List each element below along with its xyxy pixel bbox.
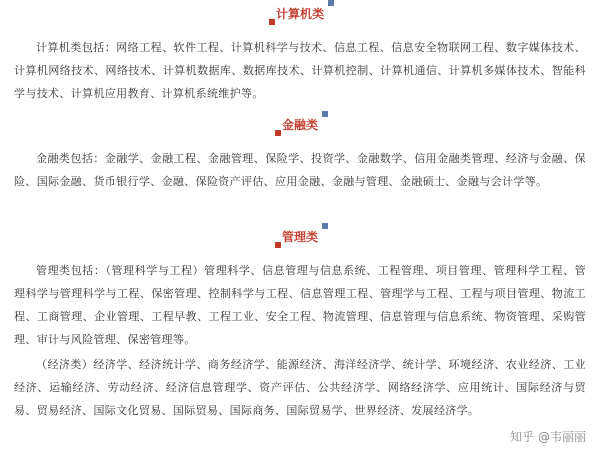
- section-title-finance: [0, 117, 600, 133]
- section-title-computer: [0, 6, 600, 22]
- section-paragraph: （经济类）经济学、经济统计学、商务经济学、能源经济、海洋经济学、统计学、环境经济、农业经济、工业经济、运输经济、劳动经济、经济信息管理学、资产评估、公共经济学、网络经济学、应用统计、国际经济与贸易、贸易经济、国际文化贸易、国际贸易、国际商务、国际贸易学、世界经济、发展经济学。: [14, 358, 586, 417]
- title-red-bar: [275, 130, 281, 136]
- section-paragraph: 管理类包括：（管理科学与工程）管理科学、信息管理与信息系统、工程管理、项目管理、管理科学工程、管理科学与管理科学与工程、保密管理、控制科学与工程、信息管理工程、管理学与工程、工程与项目管理、物流工程、工商管理、企业管理、工程早教、工程工业、安全工程、物流管理、信息管理与信息系统、物资管理、采购管理、审计与风险管理、保密管理等。: [14, 264, 586, 346]
- section-paragraph: 金融类包括：金融学、金融工程、金融管理、保险学、投资学、金融数学、信用金融类管理、经济与金融、保险、国际金融、货币银行学、金融、保险资产评估、应用金融、金融与管理、金融硕士、金融与会计学等。: [14, 152, 586, 188]
- section-title-text: 计算机类: [275, 7, 324, 21]
- section-title-management: [0, 229, 600, 245]
- section-title-text: 金融类: [281, 118, 318, 132]
- title-red-bar: [275, 242, 281, 248]
- watermark: 知乎 @韦丽丽: [510, 430, 586, 444]
- section-paragraph: 计算机类包括：网络工程、软件工程、计算机科学与技术、信息工程、信息安全物联网工程、数字媒体技术、计算机网络技术、网络技术、计算机数据库、数据库技术、计算机控制、计算机通信、计算机多媒体技术、智能科学与技术、计算机应用教育、计算机系统维护等。: [14, 41, 586, 100]
- title-blue-square: [322, 223, 328, 229]
- section-title-text: 管理类: [281, 230, 318, 244]
- title-blue-square: [322, 111, 328, 117]
- title-blue-square: [328, 0, 334, 6]
- title-red-bar: [269, 19, 275, 25]
